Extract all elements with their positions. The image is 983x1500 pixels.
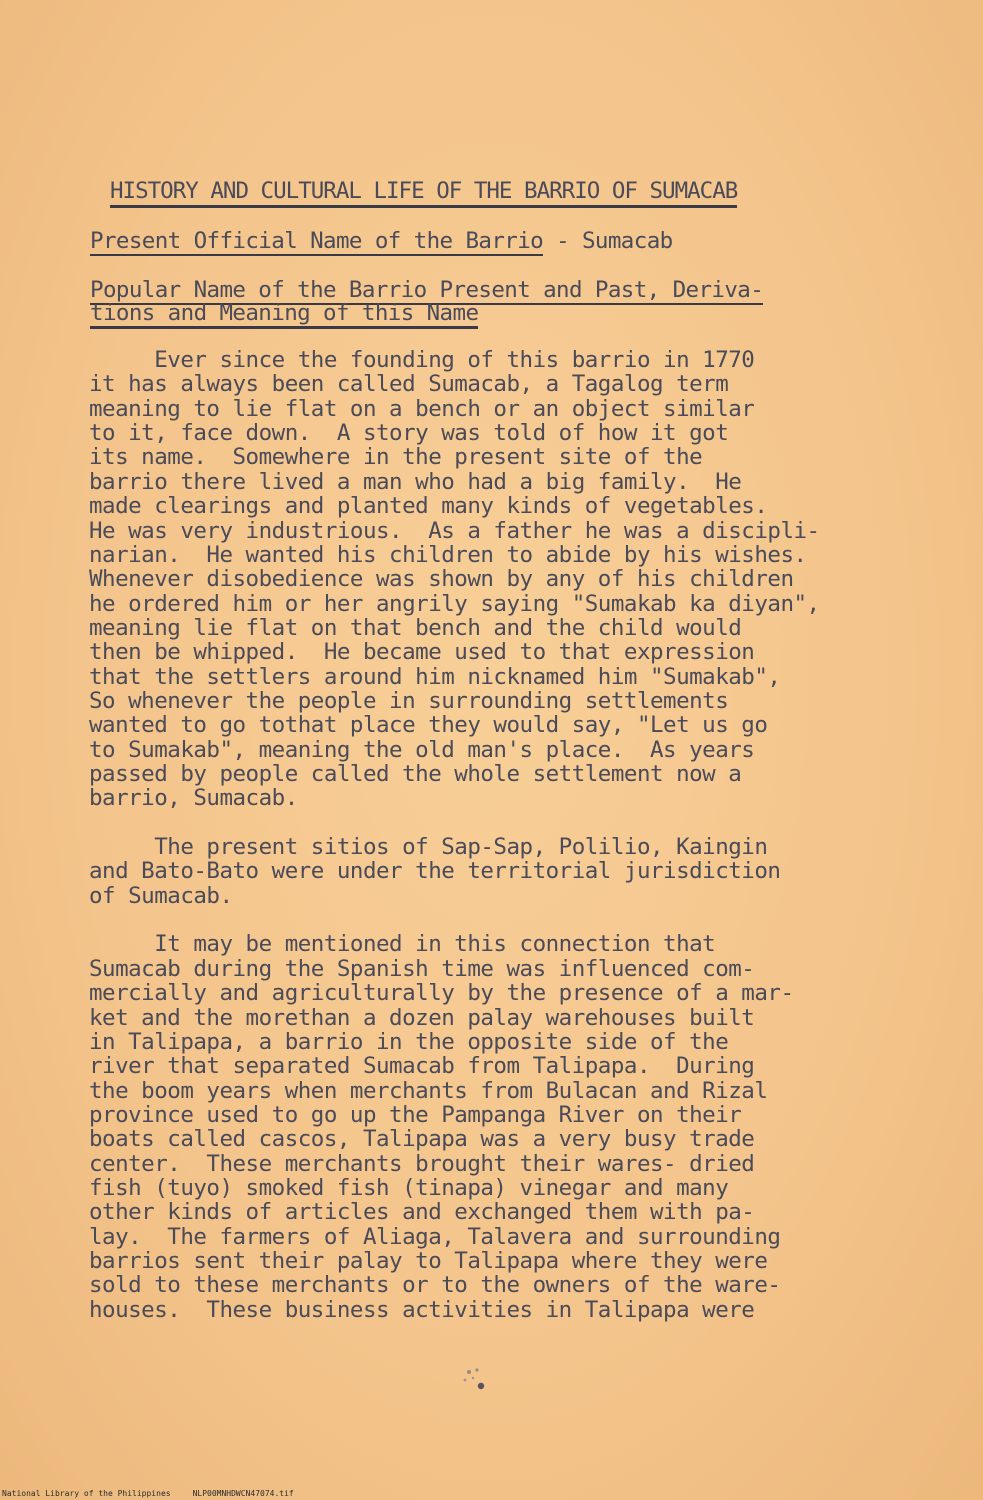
body-line: sold to these merchants or to the owners of the ware-	[89, 1272, 781, 1299]
body-line: wanted to go tothat place they would say, "Let us go	[89, 712, 768, 739]
body-line: province used to go up the Pampanga River on their	[89, 1101, 742, 1128]
body-line: Sumacab during the Spanish time was influenced com-	[89, 955, 755, 982]
body-line: of Sumacab.	[89, 882, 233, 909]
body-line: meaning lie flat on that bench and the child would	[89, 614, 742, 641]
body-line: its name. Somewhere in the present site of the	[89, 444, 703, 471]
body-line: passed by people called the whole settlement now a	[89, 761, 742, 787]
body-line: meaning to lie flat on a bench or an object similar	[89, 395, 755, 422]
official-name-label: Present Official Name of the Barrio	[90, 228, 544, 254]
body-line: lay. The farmers of Aliaga, Talavera and surrounding	[89, 1223, 781, 1250]
popular-name-heading-text-1: Popular Name of the Barrio Present and Past, Deriva-	[90, 277, 764, 303]
body-line: barrios sent their palay to Talipapa where they were	[89, 1248, 768, 1274]
body-line: the boom years when merchants from Bulacan and Rizal	[89, 1077, 768, 1104]
body-line: Ever since the founding of this barrio in 1770	[89, 347, 755, 373]
body-line: fish (tuyo) smoked fish (tinapa) vinegar and many	[89, 1174, 729, 1201]
body-line: Whenever disobedience was shown by any of his children	[89, 566, 794, 593]
body-line: other kinds of articles and exchanged them with pa-	[89, 1199, 755, 1226]
body-line: So whenever the people in surrounding settlements	[89, 687, 729, 714]
body-line: in Talipapa, a barrio in the opposite side of the	[89, 1028, 729, 1055]
scan-footer	[2, 1489, 316, 1498]
body-line: it has always been called Sumacab, a Tagalog term	[89, 371, 729, 398]
popular-name-heading-line2	[90, 300, 478, 326]
body-line: It may be mentioned in this connection that	[89, 931, 716, 958]
body-line: made clearings and planted many kinds of vegetables.	[89, 493, 768, 520]
footer-file-id: NLP00MNHDWCN47074.tif	[192, 1489, 294, 1498]
body-line: he ordered him or her angrily saying "Sumakab ka diyan",	[89, 590, 820, 617]
body-line: river that separated Sumacab from Talipapa. During	[89, 1053, 755, 1080]
popular-name-heading-text-2: tions and Meaning of this Name	[90, 300, 478, 329]
body-line: ket and the morethan a dozen palay warehouses built	[89, 1004, 755, 1031]
body-line: mercially and agriculturally by the presence of a mar-	[89, 980, 794, 1007]
body-line: to Sumakab", meaning the old man's place. As years	[89, 736, 755, 763]
official-name-heading	[90, 228, 673, 254]
body-line: barrio, Sumacab.	[89, 785, 298, 812]
body-line: that the settlers around him nicknamed him "Sumakab",	[89, 663, 781, 690]
body-line: houses. These business activities in Talipapa were	[89, 1296, 755, 1323]
footer-library: National Library of the Philippines	[2, 1489, 171, 1498]
official-name-value: - Sumacab	[543, 228, 673, 254]
body-line: center. These merchants brought their wares- dried	[89, 1150, 755, 1177]
ink-smudge	[455, 1362, 495, 1396]
body-line: barrio there lived a man who had a big family. He	[89, 468, 742, 495]
body-line: He was very industrious. As a father he was a discipli-	[89, 517, 820, 544]
body-line: boats called cascos, Talipapa was a very busy trade	[89, 1126, 755, 1153]
body-line: to it, face down. A story was told of how it got	[89, 420, 729, 447]
body-line: The present sitios of Sap-Sap, Polilio, Kaingin	[89, 834, 768, 860]
document-title: HISTORY AND CULTURAL LIFE OF THE BARRIO OF SUMACAB	[110, 178, 737, 208]
body-line: narian. He wanted his children to abide by his wishes.	[89, 541, 807, 568]
body-line: and Bato-Bato were under the territorial jurisdiction	[89, 858, 781, 885]
body-line: then be whipped. He became used to that expression	[89, 639, 755, 666]
